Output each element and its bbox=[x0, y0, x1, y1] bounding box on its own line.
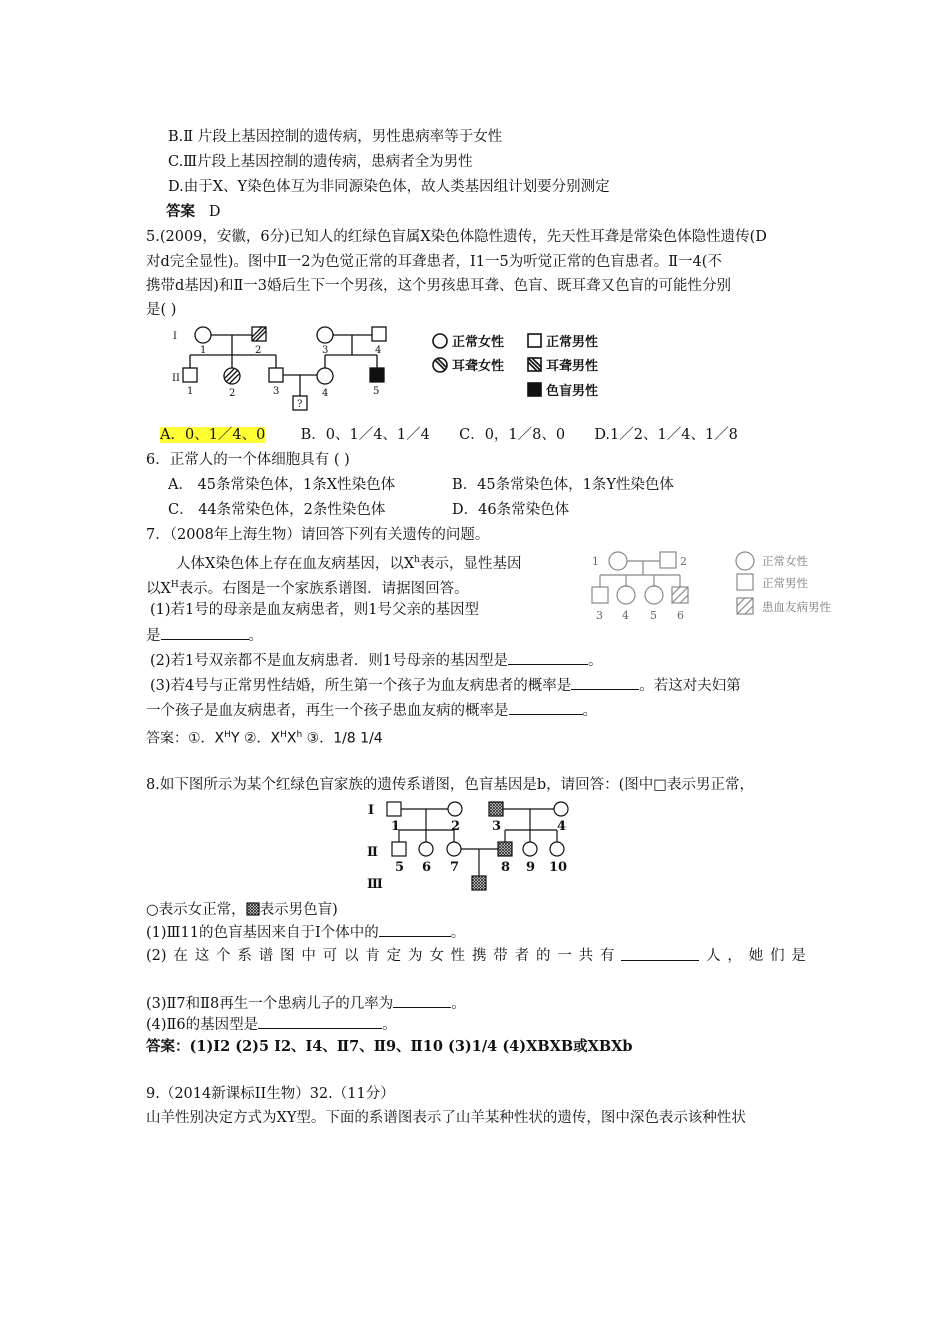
q7-p1a-sup: h bbox=[414, 555, 420, 565]
q8-label-4: 4 bbox=[557, 819, 567, 834]
q4-answer bbox=[166, 202, 220, 222]
q7-legend-normal-male: 正常男性 bbox=[762, 576, 808, 590]
q8-ii10-female bbox=[550, 842, 564, 856]
q5-label-ii1: 1 bbox=[187, 386, 194, 397]
q8-s2-word: (2) bbox=[146, 948, 167, 964]
q8-label-7: 7 bbox=[450, 860, 460, 875]
q8-gen-ii: Ⅱ bbox=[367, 845, 378, 860]
q8-label-10: 10 bbox=[549, 860, 568, 875]
q7-answer bbox=[146, 725, 383, 749]
q8-s2-word: 肯 bbox=[365, 948, 380, 964]
q5-i3-female bbox=[317, 327, 333, 343]
q8-i3-colorblind-male bbox=[489, 802, 503, 816]
q7-s3b: 。若这对夫妇第 bbox=[639, 678, 741, 694]
q7-2-male bbox=[660, 552, 676, 568]
q8-s2-word: 带 bbox=[493, 948, 508, 964]
legend-deaf-female: 耳聋女性 bbox=[452, 359, 505, 374]
q7-1-female bbox=[609, 552, 627, 570]
q8-label-9: 9 bbox=[526, 860, 536, 875]
q7-legend-hemophilia-male: 患血友病男性 bbox=[762, 600, 831, 614]
q7-sub1-line1: (1)若1号的母亲是血友病患者，则1号父亲的基因型 bbox=[150, 602, 479, 618]
q5-ii1-male bbox=[183, 368, 197, 382]
q5-stem-line4: 是( ) bbox=[146, 302, 177, 318]
q8-blank-4[interactable] bbox=[258, 1014, 382, 1029]
q4-option-c: C.Ⅲ片段上基因控制的遗传病，患病者全为男性 bbox=[168, 154, 473, 170]
q4-option-d: D.由于X、Y染色体互为非同源染色体，故人类基因组计划要分别测定 bbox=[168, 179, 610, 195]
q8-s2-word: ， bbox=[727, 948, 742, 964]
q8-ii5-male bbox=[392, 842, 406, 856]
q8-i4-female bbox=[554, 802, 568, 816]
q7-stem: 7．（2008年上海生物）请回答下列有关遗传的问题。 bbox=[146, 527, 490, 543]
q5-label-i1: 1 bbox=[200, 345, 207, 356]
q8-sub1 bbox=[146, 922, 465, 943]
q7-3-male bbox=[592, 587, 608, 603]
q7-legend-normal-female-symbol bbox=[736, 552, 754, 570]
q8-label-1: 1 bbox=[391, 819, 401, 834]
q8-s2-word: 女 bbox=[429, 948, 444, 964]
q5-ii5-colorblind-male bbox=[370, 368, 384, 382]
q5-stem-line2: 对d完全显性)。图中Ⅱ一2为色觉正常的耳聋患者，Ⅰ1一5为听觉正常的色盲患者。Ⅱ一4(不 bbox=[146, 254, 722, 270]
q8-pedigree bbox=[362, 796, 602, 896]
q7-label-3: 3 bbox=[596, 609, 603, 622]
q5-i1-female bbox=[195, 327, 211, 343]
q8-s2-word: 者 bbox=[514, 948, 530, 964]
q8-blank-1[interactable] bbox=[379, 922, 451, 937]
q5-label-ii5: 5 bbox=[373, 386, 380, 397]
q8-s2-word: 图 bbox=[280, 948, 295, 964]
q8-s2-word: 以 bbox=[344, 948, 359, 964]
q7-ans-s1: H bbox=[224, 730, 231, 740]
answer-label: 答案 bbox=[166, 203, 195, 220]
q5-options bbox=[160, 425, 738, 445]
q6-option-d: D．46条常染色体 bbox=[452, 502, 570, 518]
q5-gen-label-i: I bbox=[173, 331, 177, 342]
q7-5-female bbox=[645, 586, 663, 604]
q8-blank-2[interactable] bbox=[621, 946, 699, 961]
q7-ans-s3: h bbox=[296, 730, 303, 740]
q8-s2-word: 携 bbox=[471, 948, 487, 964]
q8-s2-word: 可 bbox=[322, 948, 338, 964]
q8-label-3: 3 bbox=[492, 819, 502, 834]
q7-blank-2[interactable] bbox=[508, 650, 588, 665]
q8-s4-end: 。 bbox=[382, 1017, 397, 1033]
q8-i2-female bbox=[448, 802, 462, 816]
q8-legend-line bbox=[146, 900, 338, 920]
q8-i1-male bbox=[387, 802, 401, 816]
hatched-square-icon bbox=[246, 902, 260, 916]
q8-ii9-female bbox=[523, 842, 537, 856]
q8-s2-word: 在 bbox=[173, 948, 188, 964]
q8-s2-word: 系 bbox=[237, 948, 252, 964]
q8-label-8: 8 bbox=[501, 860, 511, 875]
legend-normal-male: 正常男性 bbox=[546, 335, 599, 350]
answer-value: D bbox=[208, 204, 221, 220]
q7-legend-normal-male-symbol bbox=[737, 574, 753, 590]
q5-label-i4: 4 bbox=[375, 345, 382, 356]
q8-label-5: 5 bbox=[395, 860, 405, 875]
q8-gen-i: Ⅰ bbox=[368, 803, 375, 818]
q8-legend-b: 表示男色盲) bbox=[259, 902, 338, 918]
q8-s3: (3)Ⅱ7和Ⅱ8再生一个患病儿子的几率为 bbox=[146, 996, 394, 1012]
q7-blank-3[interactable] bbox=[571, 675, 639, 690]
q5-i4-male bbox=[372, 327, 386, 341]
q5-label-i2: 2 bbox=[255, 345, 262, 356]
q8-sub2 bbox=[146, 946, 806, 966]
q7-para-line2 bbox=[146, 575, 469, 599]
q7-period: 。 bbox=[248, 628, 263, 644]
q8-label-2: 2 bbox=[451, 819, 461, 834]
q7-period: 。 bbox=[588, 653, 603, 669]
q6-option-b: B．45条常染色体，1条Y性染色体 bbox=[452, 477, 674, 493]
q5-ii3-male bbox=[269, 368, 283, 382]
q7-label-5: 5 bbox=[650, 609, 657, 622]
q5-label-ii4: 4 bbox=[322, 388, 329, 399]
q5-label-ii3: 3 bbox=[273, 386, 280, 397]
q8-s2-word: 有 bbox=[599, 948, 615, 964]
q7-p2b: 表示。右图是一个家族系谱图．请据图回答。 bbox=[178, 580, 469, 597]
q7-p1a: 人体X染色体上存在血友病基因，以X bbox=[176, 555, 415, 572]
q7-label-2: 2 bbox=[680, 555, 687, 568]
q8-s2-word: 共 bbox=[578, 948, 594, 964]
legend-colorblind-male-symbol bbox=[528, 383, 541, 396]
q8-s2-word: 谱 bbox=[258, 948, 274, 964]
q5-label-ii2: 2 bbox=[229, 388, 236, 399]
q8-answer: 答案：(1)Ⅰ2 (2)5 Ⅰ2、Ⅰ4、Ⅱ7、Ⅱ9、Ⅱ10 (3)1/4 (4)XBXB或XBXb bbox=[146, 1038, 633, 1055]
q7-para-line1 bbox=[176, 550, 521, 574]
q8-sub4 bbox=[146, 1014, 397, 1035]
q8-s2-word: 的 bbox=[535, 948, 551, 964]
q8-s2-word: 个 bbox=[216, 948, 231, 964]
q7-s1b: 是 bbox=[146, 628, 161, 644]
q8-s2-word: 为 bbox=[407, 948, 423, 964]
legend-normal-female-symbol bbox=[433, 334, 447, 348]
q5-option-d: D.1／2、1／4、1／8 bbox=[594, 427, 738, 443]
q8-gen-iii: Ⅲ bbox=[367, 877, 383, 892]
q7-sub2 bbox=[150, 650, 603, 671]
q7-ans-prefix: 答案：①．X bbox=[146, 730, 225, 747]
q8-s2-word: 这 bbox=[194, 948, 210, 964]
legend-normal-female: 正常女性 bbox=[452, 335, 505, 350]
q8-ii7-female bbox=[447, 842, 461, 856]
q5-label-i3: 3 bbox=[322, 345, 329, 356]
q8-ii8-colorblind-male bbox=[498, 842, 512, 856]
q4-option-b: B.Ⅱ 片段上基因控制的遗传病，男性患病率等于女性 bbox=[168, 129, 503, 145]
q8-sub3 bbox=[146, 993, 466, 1014]
q5-gen-label-ii: II bbox=[172, 373, 180, 384]
q7-4-female bbox=[617, 586, 635, 604]
q7-period: 。 bbox=[582, 703, 597, 719]
q7-sub1-line2 bbox=[146, 625, 263, 646]
legend-colorblind-male: 色盲男性 bbox=[546, 384, 599, 399]
q7-label-6: 6 bbox=[677, 609, 684, 622]
q7-s3c: 一个孩子是血友病患者，再生一个孩子患血友病的概率是 bbox=[146, 703, 509, 719]
q6-stem: 6．正常人的一个体细胞具有 ( ) bbox=[146, 452, 350, 468]
q8-stem: 8.如下图所示为某个红绿色盲家族的遗传系谱图，色盲基因是b，请回答：(图中□表示男正常， bbox=[146, 777, 754, 793]
q7-sub3-line1 bbox=[150, 675, 741, 696]
q5-ii4-female bbox=[317, 368, 333, 384]
q8-ii6-female bbox=[419, 842, 433, 856]
q7-blank-1[interactable] bbox=[161, 625, 249, 640]
q7-p1b: 表示，显性基因 bbox=[419, 555, 522, 572]
q8-s2-word: 性 bbox=[450, 948, 466, 964]
q8-s2-word: 人 bbox=[706, 948, 721, 964]
q7-pedigree bbox=[588, 543, 888, 628]
q7-label-1: 1 bbox=[592, 555, 599, 568]
q8-s2-word: 们 bbox=[770, 948, 785, 964]
q8-iii11-colorblind-male bbox=[472, 876, 486, 890]
q7-ans-end: ③．1/8 1/4 bbox=[302, 730, 383, 747]
legend-deaf-male: 耳聋男性 bbox=[546, 359, 599, 374]
q8-blank-3[interactable] bbox=[393, 993, 451, 1008]
q7-p2a: 以X bbox=[146, 580, 171, 597]
q7-sub3-line2 bbox=[146, 700, 597, 721]
q8-s2-word: 中 bbox=[301, 948, 316, 964]
q8-s1-end: 。 bbox=[450, 925, 466, 941]
q6-option-c: C． 44条常染色体，2条性染色体 bbox=[168, 502, 386, 518]
q8-s1: (1)Ⅲ11的色盲基因来自于Ⅰ个体中的 bbox=[146, 925, 379, 941]
q7-p2a-sup: H bbox=[170, 580, 179, 590]
q5-option-c: C．0，1／8、0 bbox=[459, 427, 566, 443]
q9-stem: 9.（2014新课标II生物）32.（11分） bbox=[146, 1086, 395, 1102]
q5-stem-line1: 5.(2009，安徽，6分)已知人的红绿色盲属X染色体隐性遗传，先天性耳聋是常染色体隐性遗传(D bbox=[146, 229, 767, 245]
legend-normal-male-symbol bbox=[528, 334, 541, 347]
q7-ans-s2: H bbox=[280, 730, 287, 740]
q8-s4: (4)Ⅱ6的基因型是 bbox=[146, 1017, 259, 1033]
q7-s2: (2)若1号双亲都不是血友病患者．则1号母亲的基因型是 bbox=[150, 653, 508, 669]
q7-legend-normal-female: 正常女性 bbox=[762, 554, 808, 568]
q5-option-b: B．0、1／4、1／4 bbox=[300, 427, 430, 443]
q9-line: 山羊性别决定方式为XY型。下面的系谱图表示了山羊某种性状的遗传，图中深色表示该种性状 bbox=[146, 1110, 746, 1126]
q8-s2-word: 一 bbox=[557, 948, 572, 964]
q8-s2-word: 是 bbox=[791, 948, 806, 964]
q5-stem-line3: 携带d基因)和Ⅱ一3婚后生下一个男孩，这个男孩患耳聋、色盲、既耳聋又色盲的可能性分别 bbox=[146, 278, 732, 294]
q8-s2-word: 她 bbox=[748, 948, 764, 964]
q5-pedigree bbox=[170, 320, 630, 415]
q5-option-a: A．0、1／4、0 bbox=[160, 427, 266, 443]
q7-ans-m2: X bbox=[286, 730, 297, 747]
q8-s3-end: 。 bbox=[451, 996, 466, 1012]
q8-legend-a: ○表示女正常， bbox=[146, 902, 246, 918]
q7-label-4: 4 bbox=[622, 609, 629, 622]
q8-label-6: 6 bbox=[422, 860, 432, 875]
q5-label-unknown: ? bbox=[297, 399, 303, 410]
q7-blank-4[interactable] bbox=[509, 700, 583, 715]
q7-s3a: (3)若4号与正常男性结婚，所生第一个孩子为血友病患者的概率是 bbox=[150, 678, 572, 694]
q7-ans-m1: Y ②．X bbox=[230, 730, 281, 747]
q6-option-a: A． 45条常染色体，1条X性染色体 bbox=[168, 477, 396, 493]
q8-s2-word: 定 bbox=[386, 948, 402, 964]
